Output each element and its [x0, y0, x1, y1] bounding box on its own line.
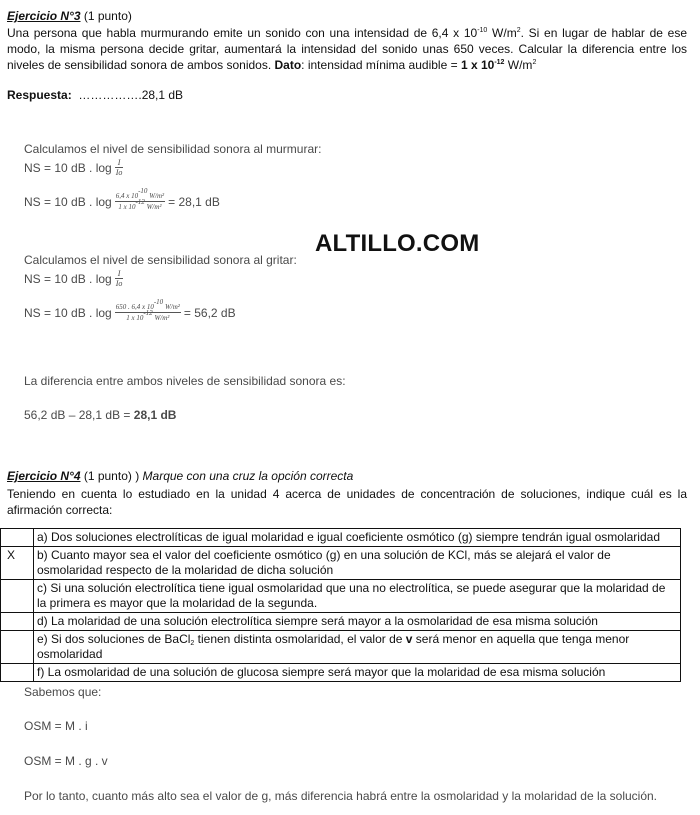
answer-label: Respuesta:: [7, 88, 72, 102]
answer-line: [7, 88, 183, 102]
formula-prefix: NS = 10 dB . log: [24, 160, 112, 175]
formula-ns-murmur: [24, 187, 220, 212]
exponent: -10: [477, 27, 488, 34]
option-text-var: v: [405, 632, 413, 646]
fraction-numerator: I: [115, 158, 124, 168]
dato-text: : intensidad mínima audible =: [301, 58, 461, 72]
option-mark-cell[interactable]: [1, 613, 34, 631]
option-text: d) La molaridad de una solución electrolítica siempre será mayor a la osmolaridad de esa misma solución: [34, 613, 681, 631]
answer-dots: ……………: [78, 88, 139, 102]
solution-grito-intro: Calculamos el nivel de sensibilidad sonora al gritar:: [24, 253, 297, 267]
exponent: -10: [138, 187, 148, 195]
difference-result: 28,1 dB: [133, 408, 177, 422]
option-row-c[interactable]: [1, 580, 681, 613]
difference-expression: 56,2 dB – 28,1 dB =: [24, 408, 134, 422]
exercise-4-statement: Teniendo en cuenta lo estudiado en la unidad 4 acerca de unidades de concentración de soluciones, indique cuál es la afirmación correcta:: [7, 487, 687, 517]
exercise-4-instruction: Marque con una cruz la opción correcta: [142, 469, 354, 483]
dato-value: 1 x 10: [460, 58, 495, 72]
exponent: -12: [143, 309, 153, 317]
fraction-denominator: 1 x $10^{-12}$ W/m²: [126, 309, 170, 322]
solution4-conclusion: Por lo tanto, cuanto más alto sea el valor de g, más diferencia habrá entre la osmolaridad y la molaridad de la solución.: [24, 789, 658, 803]
solution4-eq2: OSM = M . g . v: [24, 754, 108, 768]
fraction-numerator: I: [115, 269, 124, 279]
formula-prefix: NS = 10 dB . log: [24, 271, 112, 286]
fraction-denominator: Io: [115, 279, 123, 288]
fraction-i-over-io: [115, 158, 124, 177]
exercise-3-title: [7, 9, 132, 23]
option-text: a) Dos soluciones electrolíticas de igual molaridad e igual coeficiente osmótico (g) siempre tendrán igual osmolaridad: [34, 529, 681, 547]
option-mark-cell[interactable]: [1, 664, 34, 682]
subscript: 2: [190, 640, 195, 647]
exponent: -12: [135, 198, 145, 206]
option-text: b) Cuanto mayor sea el valor del coeficiente osmótico (g) en una solución de KCl, más se alejará el valor de osmolaridad respecto de la molaridad de dicha solución: [34, 547, 681, 580]
fraction-denominator: 1 x $10^{-12}$ W/m²: [118, 198, 162, 211]
formula-ns-grito: [24, 298, 236, 323]
dato-label: Dato: [274, 58, 302, 72]
option-mark-cell[interactable]: [1, 580, 34, 613]
statement-part: . Si en lugar de hablar de ese modo, la misma persona decide gritar, aumentará la intensidad del sonido unas 650 veces. Calcular la diferencia entre los niveles de sensibilidad sonora de ambos sonidos.: [7, 26, 687, 72]
fraction-denominator: Io: [115, 168, 123, 177]
formula-prefix: NS = 10 dB . log: [24, 305, 112, 320]
statement-part: Una persona que habla murmurando emite un sonido con una intensidad de 6,4 x 10: [7, 26, 478, 40]
option-row-a[interactable]: [1, 529, 681, 547]
formula-ns-1: [24, 158, 123, 177]
exercise-3-label: Ejercicio N°3: [7, 9, 81, 23]
options-table: [0, 528, 681, 682]
formula-result: = 28,1 dB: [168, 194, 220, 209]
exercise-3-statement: [7, 25, 687, 73]
exercise-3-points: (1 punto): [80, 9, 132, 23]
fraction-murmur: [115, 187, 165, 212]
option-text: c) Si una solución electrolítica tiene igual osmolaridad que una no electrolítica, se puede asegurar que la molaridad de la primera es mayor que la molaridad de la segunda.: [34, 580, 681, 613]
exponent: 2: [532, 59, 537, 66]
formula-prefix: NS = 10 dB . log: [24, 194, 112, 209]
exponent: -12: [494, 59, 505, 66]
option-mark-cell[interactable]: X: [1, 547, 34, 580]
option-text-part: será menor en aquella que tenga menor osmolaridad: [37, 632, 630, 661]
exercise-4-points: (1 punto) ): [80, 469, 143, 483]
exponent: -10: [153, 298, 164, 306]
exercise-4-label: Ejercicio N°4: [7, 469, 81, 483]
option-row-d[interactable]: [1, 613, 681, 631]
option-mark-cell[interactable]: [1, 631, 34, 664]
answer-value: .28,1 dB: [138, 88, 184, 102]
difference-intro: La diferencia entre ambos niveles de sensibilidad sonora es:: [24, 374, 346, 388]
formula-ns-2: [24, 269, 123, 288]
dato-unit: W/m: [504, 58, 533, 72]
statement-unit: W/m: [487, 26, 517, 40]
fraction-numerator: 6,4 x $10^{-10}$ W/m²: [115, 187, 165, 200]
formula-result: = 56,2 dB: [183, 305, 236, 320]
fraction-grito: [115, 298, 181, 323]
fraction-i-over-io: [115, 269, 124, 288]
solution-murmur-intro: Calculamos el nivel de sensibilidad sonora al murmurar:: [24, 142, 322, 156]
exponent: 2: [516, 27, 521, 34]
exercise-4-title: [7, 469, 353, 483]
watermark: ALTILLO.COM: [315, 230, 480, 257]
option-row-e[interactable]: [1, 631, 681, 664]
difference-calc: [24, 408, 176, 422]
option-text: [34, 631, 681, 664]
solution4-intro: Sabemos que:: [24, 685, 102, 699]
option-mark-cell[interactable]: [1, 529, 34, 547]
option-text-part: tienen distinta osmolaridad, el valor de: [194, 632, 406, 646]
option-text-part: e) Si dos soluciones de BaCl: [37, 632, 191, 646]
option-row-b[interactable]: [1, 547, 681, 580]
option-text: f) La osmolaridad de una solución de glucosa siempre será mayor que la molaridad de esa misma solución: [34, 664, 681, 682]
fraction-numerator: 650 . 6,4 x $10^{-10}$ W/m²: [115, 298, 180, 311]
solution4-eq1: OSM = M . i: [24, 719, 88, 733]
option-row-f[interactable]: [1, 664, 681, 682]
